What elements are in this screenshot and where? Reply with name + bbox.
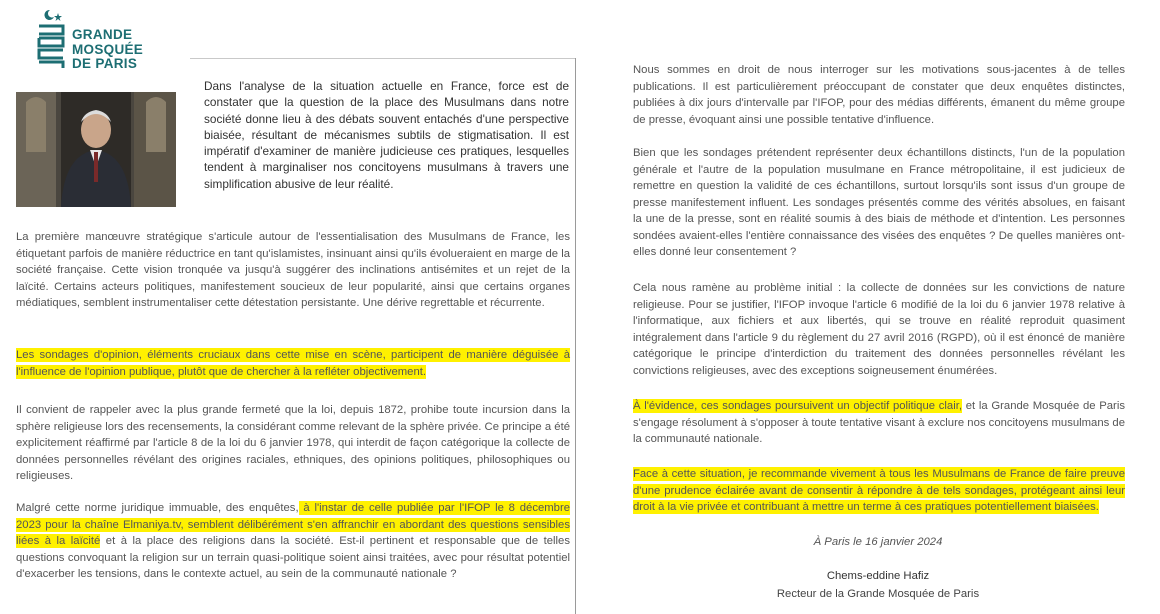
logo-line-1: GRANDE [72, 27, 133, 42]
left-paragraph-4-end: et à la place des religions dans la société. Est-il pertinent et responsable que de telles questions convoquant la religion sur un terrain quasi-politique soient ainsi traitées, avec pour résultat potentiel d'exacerber les tensions, dans le contexte actuel, au sein de la communauté nationale ? [16, 535, 570, 580]
signatory-role: Recteur de la Grande Mosquée de Paris [776, 588, 980, 600]
right-paragraph-3: Cela nous ramène au problème initial : la collecte de données sur les convictions de nature religieuse. Pour se justifier, l'IFOP invoque l'article 6 modifié de la loi du 6 janvier 1978 relative à l'informatique, aux fichiers et aux libertés, qui se trouve en réalité reproduit quasiment intégralement dans l'article 9 du règlement du 27 avril 2016 (RGPD), où il est énoncé de manière catégorique le principe d'interdiction du traitement des données personnelles révélant les convictions religieuses, avec des exceptions soigneusement énumérées. [633, 282, 1125, 377]
highlight-ifop-survey: à l'instar de celle publiée par l'IFOP le 8 décembre 2023 pour la chaîne Elmaniya.tv, semblent délibérément s'en affranchir en abordant des questions sensibles liées à la laïcité [16, 502, 571, 547]
column-divider [575, 58, 576, 614]
highlight-opinion-polls: Les sondages d'opinion, éléments cruciaux dans cette mise en scène, participent de manière déguisée à l'influence de l'opinion publique, plutôt que de chercher à la refléter objectivement. [16, 349, 570, 378]
logo-wordmark [72, 28, 143, 72]
highlight-political-objective: À l'évidence, ces sondages poursuivent un objectif politique clair, [633, 400, 962, 412]
rector-portrait [16, 92, 176, 207]
right-paragraph-4 [633, 398, 1125, 448]
logo-line-2: MOSQUÉE [72, 41, 144, 57]
mosque-emblem-icon [36, 8, 66, 70]
portrait-photo-icon [16, 92, 176, 207]
grande-mosquee-logo [36, 8, 166, 70]
left-paragraph-3: Il convient de rappeler avec la plus grande fermeté que la loi, depuis 1872, prohibe toute incursion dans la sphère religieuse lors des recensements, la considérant comme relevant de la sphère privée. Ce principe a été explicitement réaffirmé par l'article 8 de la loi du 6 janvier 1978, qui interdit de façon catégorique la collecte de données personnelles révélant des origines raciales, ethniques, des opinions politiques, philosophiques ou religieuses. [16, 404, 570, 482]
intro-paragraph: Dans l'analyse de la situation actuelle en France, force est de constater que la question de la place des Musulmans dans notre société donne lieu à des débats souvent entachés d'une perspective biaisée, résultant de mécanismes subtils de stigmatisation. Il est impératif d'examiner de manière judicieuse ces pratiques, lesquelles tendent à marginaliser nos concitoyens musulmans à travers une simplification abusive de leur réalité. [204, 79, 569, 191]
left-paragraph-1: La première manœuvre stratégique s'articule autour de l'essentialisation des Musulmans de France, les étiquetant parfois de manière réductrice en tant qu'islamistes, insinuant ainsi qu'ils évolueraient en marge de la société française. Cette vision tronquée va jusqu'à suggérer des inclinations antisémites et un rejet de la laïcité. Certains acteurs politiques, manifestement soucieux de leur popularité, ainsi que certains organes médiatiques, semblent instrumentaliser cette détestation persistante. Une dérive regrettable et récurrente. [16, 231, 570, 309]
left-paragraph-4 [16, 500, 570, 583]
right-paragraph-1: Nous sommes en droit de nous interroger sur les motivations sous-jacentes à de telles publications. Il est particulièrement préoccupant de constater que deux enquêtes distinctes, publiées à dix jours d'intervalle par l'IFOP, pour des médias différents, émanent du même groupe de presse, évoquant ainsi une possible tentative d'influence. [633, 64, 1125, 126]
logo-line-3: DE PARIS [72, 56, 138, 71]
right-paragraph-5 [633, 466, 1125, 516]
signatory-name: Chems-eddine Hafiz [826, 570, 930, 582]
column-top-rule [190, 58, 576, 59]
right-paragraph-4-end: et la Grande Mosquée de Paris s'engage résolument à s'opposer à toute tentative visant à exclure nos concitoyens musulmans de la communauté nationale. [633, 400, 1125, 445]
left-paragraph-2 [16, 347, 570, 380]
right-paragraph-2: Bien que les sondages prétendent représenter deux échantillons distincts, l'un de la population générale et l'autre de la population musulmane en France métropolitaine, il est judicieux de remettre en question la validité de ces échantillons, surtout lorsqu'ils sont issus d'un groupe de presse manifestement influent. Les sondages présentés comme des vérités absolues, en faisant la une de la presse, sont en réalité soumis à des biais de méthode et d'intention. Les personnes sondées avaient-elles l'entière connaissance des visées des enquêtes ? De quelles manières ont-elles donné leur consentement ? [633, 147, 1125, 258]
left-paragraph-4-start: Malgré cette norme juridique immuable, des enquêtes, [16, 502, 299, 514]
letter-date: À Paris le 16 janvier 2024 [813, 536, 943, 548]
highlight-recommendation: Face à cette situation, je recommande vivement à tous les Musulmans de France de faire preuve d'une prudence éclairée avant de consentir à répondre à de tels sondages, protégeant ainsi leur droit à la vie privée et contribuant à mettre un terme à ces pratiques potentiellement biaisées. [633, 468, 1125, 513]
